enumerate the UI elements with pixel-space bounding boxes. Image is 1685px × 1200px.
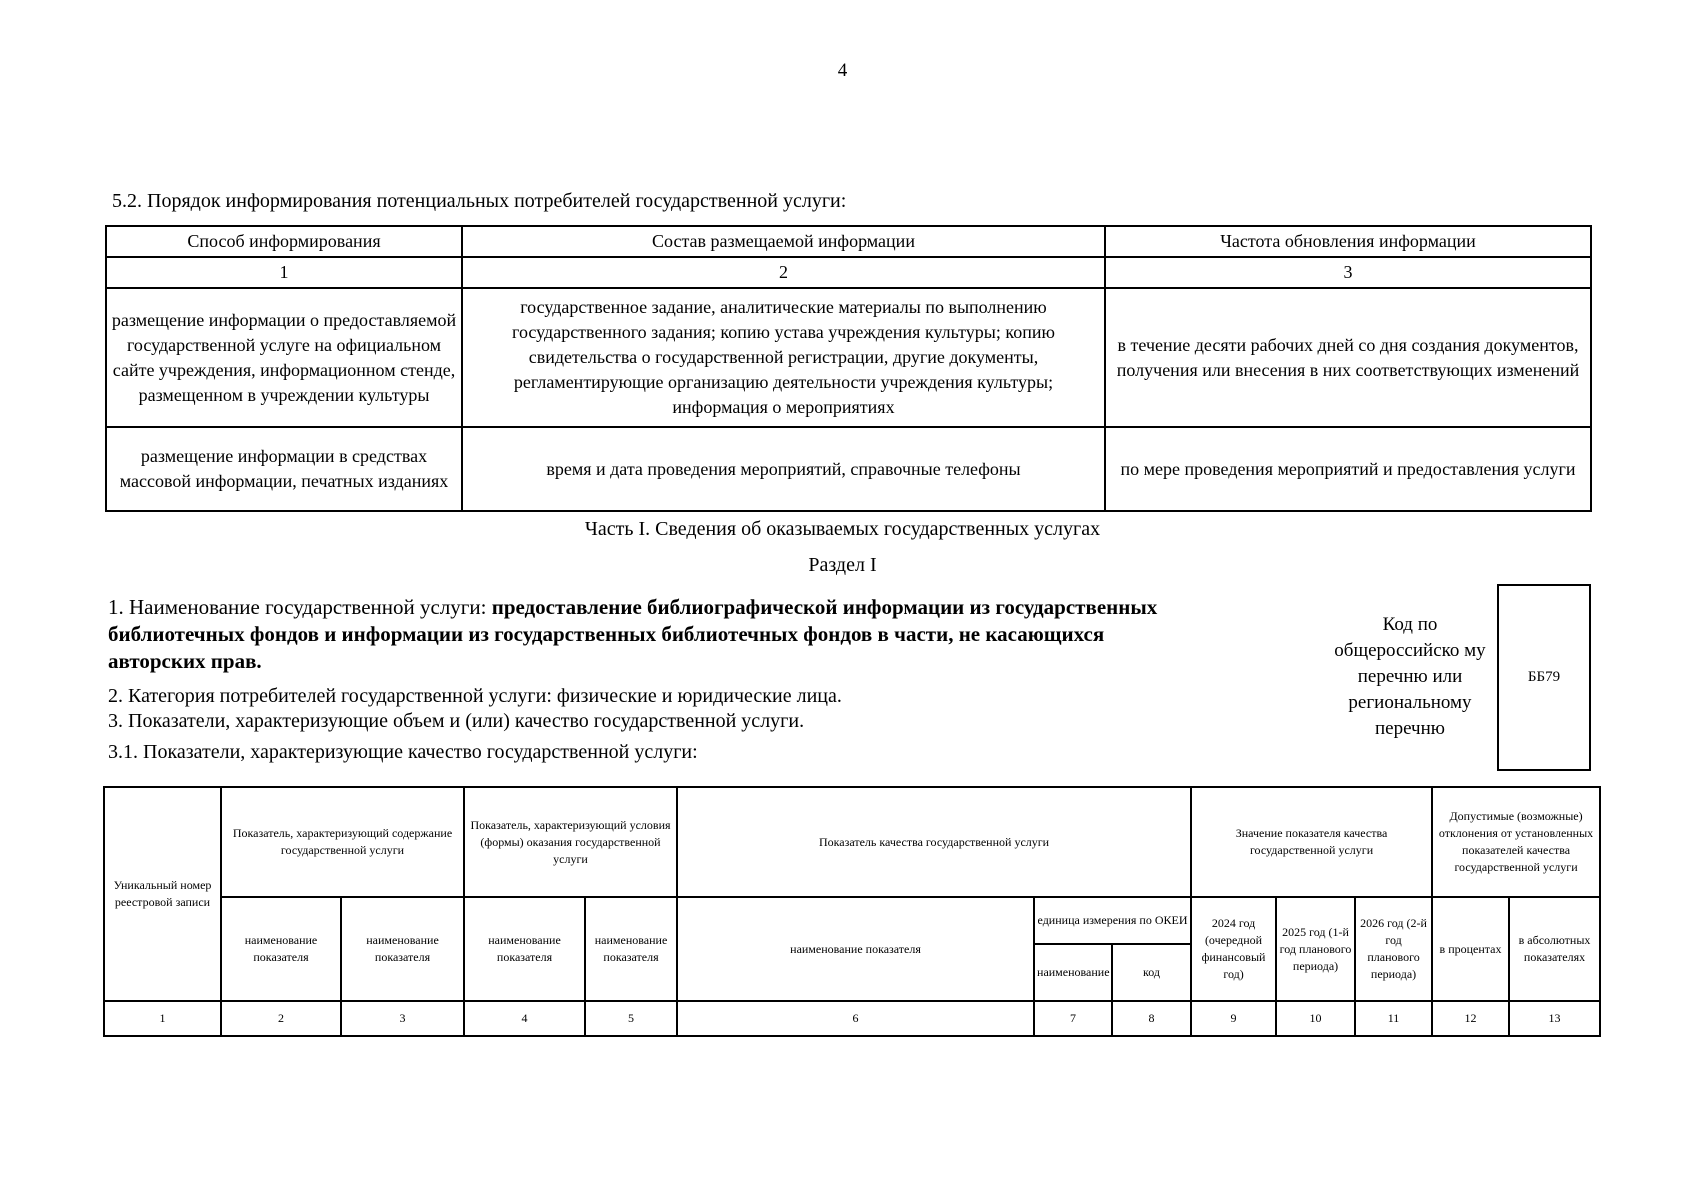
unit-code-header: код (1112, 944, 1191, 1001)
section-title: Раздел I (808, 554, 877, 576)
indicator-name-header: наименование показателя (677, 897, 1034, 1001)
code-label: Код по общероссийско му перечню или региональному перечню (1334, 614, 1486, 739)
column-number: 6 (677, 1001, 1034, 1036)
quality-indicators-item: 3.1. Показатели, характеризующие качество государственной услуги: (108, 741, 698, 763)
unit-name-header: наименование (1034, 944, 1112, 1001)
service-name-value: предоставление библиографической информации из государственных библиотечных фондов и информации из государственных библиотечных фондов в части, не касающихся авторских прав. (108, 595, 1158, 673)
column-number: 9 (1191, 1001, 1276, 1036)
column-number: 3 (1105, 257, 1591, 288)
column-number: 11 (1355, 1001, 1432, 1036)
column-header-frequency: Частота обновления информации (1105, 226, 1591, 257)
method-cell: размещение информации о предоставляемой государственной услуге на официальном сайте учреждения, информационном стенде, размещенном в учреждении культуры (106, 288, 462, 427)
in-percent-header: в процентах (1432, 897, 1509, 1001)
code-value: ББ79 (1527, 669, 1561, 685)
content-indicator-header: Показатель, характеризующий содержание государственной услуги (221, 787, 464, 897)
section-5-2-heading: 5.2. Порядок информирования потенциальных потребителей государственной услуги: (112, 190, 847, 212)
column-number: 10 (1276, 1001, 1355, 1036)
year-2025-header: 2025 год (1-й год планового периода) (1276, 897, 1355, 1001)
column-number: 1 (104, 1001, 221, 1036)
frequency-cell: в течение десяти рабочих дней со дня создания документов, получения или внесения в них соответствующих изменений (1105, 288, 1591, 427)
page-number: 4 (837, 60, 848, 81)
indicators-item: 3. Показатели, характеризующие объем и (или) качество государственной услуги. (108, 710, 805, 732)
year-2024-header: 2024 год (очередной финансовый год) (1191, 897, 1276, 1001)
indicator-name-header: наименование показателя (585, 897, 677, 1001)
quality-indicator-header: Показатель качества государственной услуги (677, 787, 1191, 897)
column-number: 5 (585, 1001, 677, 1036)
informing-table (105, 225, 1592, 512)
column-number: 3 (341, 1001, 464, 1036)
quality-value-header: Значение показателя качества государственной услуги (1191, 787, 1432, 897)
quality-indicators-table (103, 786, 1601, 1037)
column-number: 4 (464, 1001, 585, 1036)
content-cell: время и дата проведения мероприятий, справочные телефоны (462, 427, 1105, 511)
indicator-name-header: наименование показателя (464, 897, 585, 1001)
table-row (106, 288, 1591, 427)
table-row (106, 427, 1591, 511)
column-number: 12 (1432, 1001, 1509, 1036)
unit-okei-header: единица измерения по ОКЕИ (1034, 897, 1191, 944)
column-number: 2 (221, 1001, 341, 1036)
in-absolute-header: в абсолютных показателях (1509, 897, 1600, 1001)
consumer-category-item: 2. Категория потребителей государственной услуги: физические и юридические лица. (108, 685, 842, 707)
content-cell: государственное задание, аналитические материалы по выполнению государственного задания; копию устава учреждения культуры; копию свидетельства о государственной регистрации, другие документы, регламентирующие организацию деятельности учреждения культуры; информация о мероприятиях (462, 288, 1105, 427)
column-number: 13 (1509, 1001, 1600, 1036)
service-name-item (108, 594, 1168, 675)
column-number: 8 (1112, 1001, 1191, 1036)
part-title: Часть I. Сведения об оказываемых государственных услугах (584, 518, 1101, 540)
indicator-name-header: наименование показателя (221, 897, 341, 1001)
conditions-indicator-header: Показатель, характеризующий условия (формы) оказания государственной услуги (464, 787, 677, 897)
column-number: 2 (462, 257, 1105, 288)
unique-number-header: Уникальный номер реестровой записи (104, 787, 221, 1001)
method-cell: размещение информации в средствах массовой информации, печатных изданиях (106, 427, 462, 511)
deviations-header: Допустимые (возможные) отклонения от установленных показателей качества государственной услуги (1432, 787, 1600, 897)
column-number: 7 (1034, 1001, 1112, 1036)
code-box (1497, 584, 1591, 771)
indicator-name-header: наименование показателя (341, 897, 464, 1001)
column-header-content: Состав размещаемой информации (462, 226, 1105, 257)
frequency-cell: по мере проведения мероприятий и предоставления услуги (1105, 427, 1591, 511)
column-header-method: Способ информирования (106, 226, 462, 257)
year-2026-header: 2026 год (2-й год планового периода) (1355, 897, 1432, 1001)
column-number: 1 (106, 257, 462, 288)
service-name-label: 1. Наименование государственной услуги: (108, 595, 492, 619)
